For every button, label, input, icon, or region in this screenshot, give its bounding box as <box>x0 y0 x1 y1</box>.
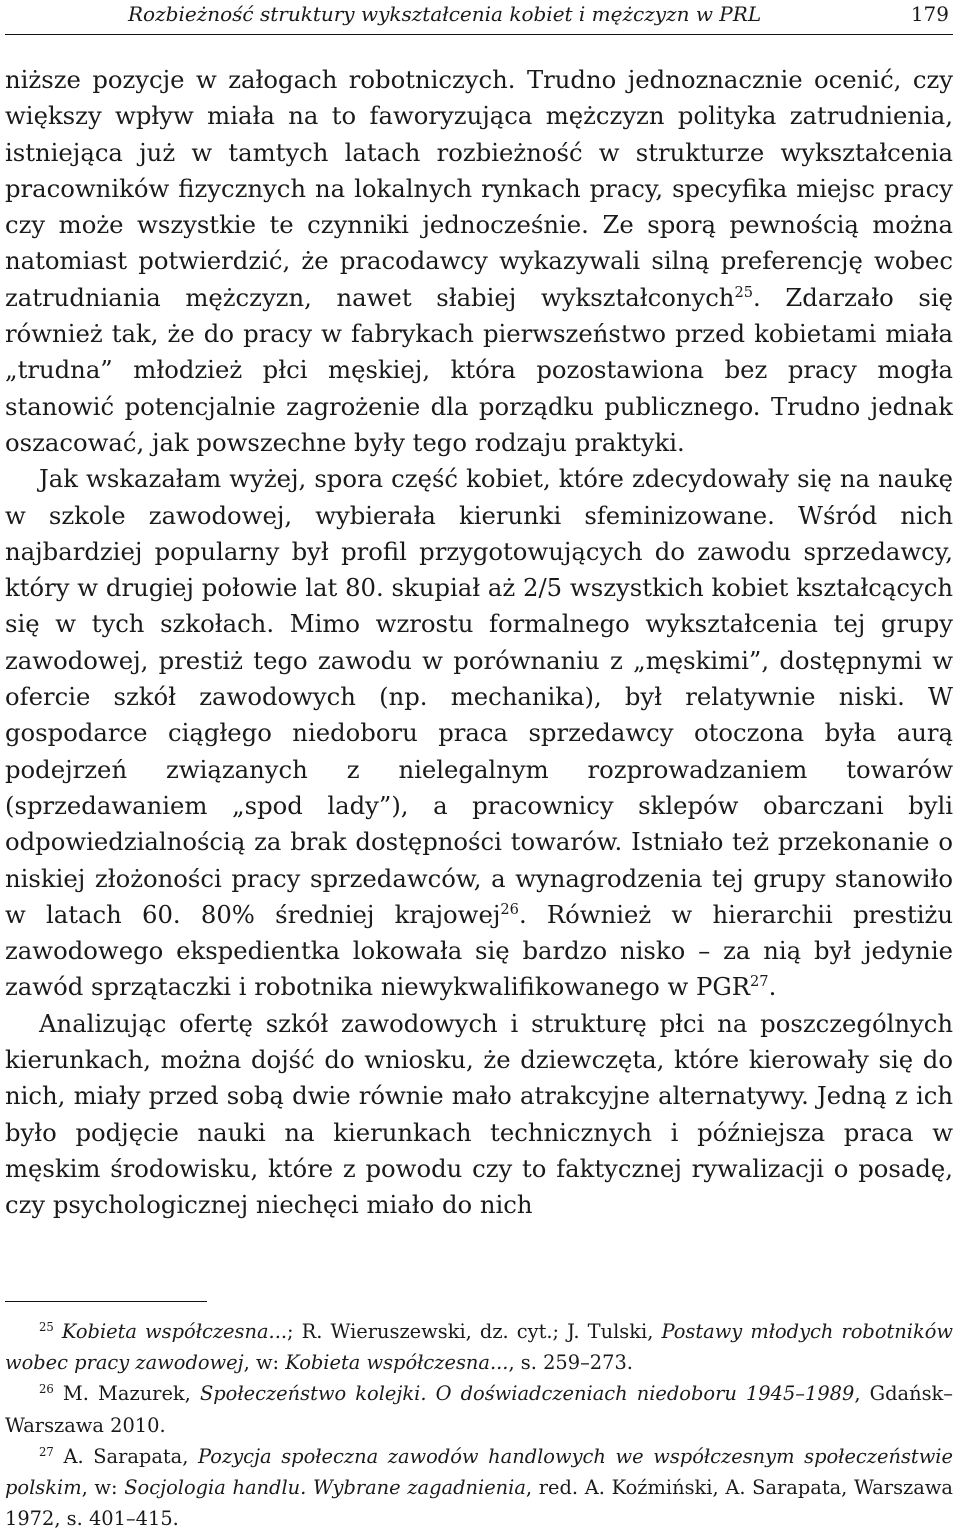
p1-text-1: niższe pozycje w załogach robotniczych. Trudno jednoznacznie ocenić, czy większy wpływ miała na to faworyzująca mężczyzn polityka zatrudnienia, istniejąca już w tamtych latach rozbieżność w strukturze wykształcenia pracowników fizycznych na lokalnych rynkach pracy, specyfika miejsc pracy czy może wszystkie te czynniki jednocześnie. Ze sporą pewnością można natomiast potwierdzić, że pracodawcy wykazywali silną preferencję wobec zatrudniania mężczyzn, nawet słabiej wykształconych <box>5 65 953 312</box>
fn25-text-2: , w: <box>243 1351 286 1375</box>
paragraph-2 <box>5 461 953 1005</box>
paragraph-3 <box>5 1006 953 1224</box>
paragraph-1 <box>5 62 953 461</box>
fn27-text-1: , w: <box>81 1476 125 1500</box>
footnote-27 <box>5 1441 953 1534</box>
fn27-title-2: Socjologia handlu. Wybrane zagadnienia <box>124 1476 526 1500</box>
footnote-separator <box>5 1301 207 1302</box>
p3-text-1: Analizując ofertę szkół zawodowych i strukturę płci na poszczególnych kierunkach, można dojść do wniosku, że dziewczęta, które kierowały się do nich, miały przed sobą dwie równie mało atrakcyjne alternatywy. Jedną z ich było podjęcie nauki na kierunkach technicznych i późniejsza praca w męskim środowisku, które z powodu czy to faktycznej rywalizacji o posadę, czy psychologicznej niechęci miało do nich <box>5 1008 953 1220</box>
footnote-ref-25[interactable]: 25 <box>734 283 754 301</box>
fn26-text: , Gdańsk–Warszawa 2010. <box>5 1382 953 1437</box>
fn25-title-3: Kobieta współczesna... <box>285 1351 509 1375</box>
footnote-ref-27[interactable]: 27 <box>750 973 769 991</box>
p2-text-2: . Również w hierarchii prestiżu zawodowego ekspedientka lokowała się bardzo nisko – za nią był jedynie zawód sprzątaczki i robotnika niewykwalifikowanego w PGR <box>5 899 953 1002</box>
footnote-number-26: 26 <box>39 1382 54 1397</box>
fn25-title-2: Postawy młodych robotników wobec pracy zawodowej <box>5 1320 954 1375</box>
fn27-text-2: , red. A. Koźmiński, A. Sarapata, Warszawa 1972, s. 401–415. <box>5 1476 953 1531</box>
footnote-25 <box>5 1316 953 1378</box>
footnote-number-25: 25 <box>39 1319 54 1334</box>
fn25-text-1: ; R. Wieruszewski, dz. cyt.; J. Tulski, <box>287 1320 662 1343</box>
fn26-author: M. Mazurek, <box>62 1382 200 1406</box>
footnote-number-27: 27 <box>39 1444 54 1459</box>
fn26-title: Społeczeństwo kolejki. O doświadczeniach niedoboru 1945–1989 <box>199 1382 855 1406</box>
page-number: 179 <box>910 2 949 26</box>
main-text <box>5 62 953 1224</box>
fn25-text-3: , s. 259–273. <box>508 1351 633 1375</box>
fn25-title-1: Kobieta współczesna... <box>61 1320 288 1343</box>
running-title: Rozbieżność struktury wykształcenia kobiet i mężczyzn w PRL <box>128 2 762 26</box>
fn27-author: A. Sarapata, <box>63 1444 199 1468</box>
p2-text-3: . <box>768 972 777 1002</box>
fn27-title-1: Pozycja społeczna zawodów handlowych we współczesnym społeczeństwie polskim <box>5 1444 953 1500</box>
p2-text-1: Jak wskazałam wyżej, spora część kobiet, które zdecydowały się na naukę w szkole zawodowej, wybierała kierunki sfeminizowane. Wśród nich najbardziej popularny był profil przygotowujących do zawodu sprzedawcy, który w drugiej połowie lat 80. skupiał aż 2/5 wszystkich kobiet kształcących się w tych szkołach. Mimo wzrostu formalnego wykształcenia tej grupy zawodowej, prestiż tego zawodu w porównaniu z „męskimi”, dostępnymi w ofercie szkół zawodowych (np. mechanika), był relatywnie niski. W gospodarce ciągłego niedoboru praca sprzedawcy otoczona była aurą podejrzeń związanych z nielegalnym rozprowadzaniem towarów (sprzedawaniem „spod lady”), a pracownicy sklepów obarczani byli odpowiedzialnością za brak dostępności towarów. Istniało też przekonanie o niskiej złożoności pracy sprzedawców, a wynagrodzenia tej grupy stanowiło w latach 60. 80% średniej krajowej <box>5 464 953 929</box>
running-header <box>5 0 953 35</box>
footnote-ref-26[interactable]: 26 <box>500 900 519 918</box>
p1-text-2: . Zdarzało się również tak, że do pracy w fabrykach pierwszeństwo przed kobietami miała „trudna” młodzież płci męskiej, która pozostawiona bez pracy mogła stanowić potencjalnie zagrożenie dla porządku publicznego. Trudno jednak oszacować, jak powszechne były tego rodzaju praktyki. <box>5 282 954 457</box>
footnote-26 <box>5 1378 953 1440</box>
footnotes <box>5 1316 953 1534</box>
